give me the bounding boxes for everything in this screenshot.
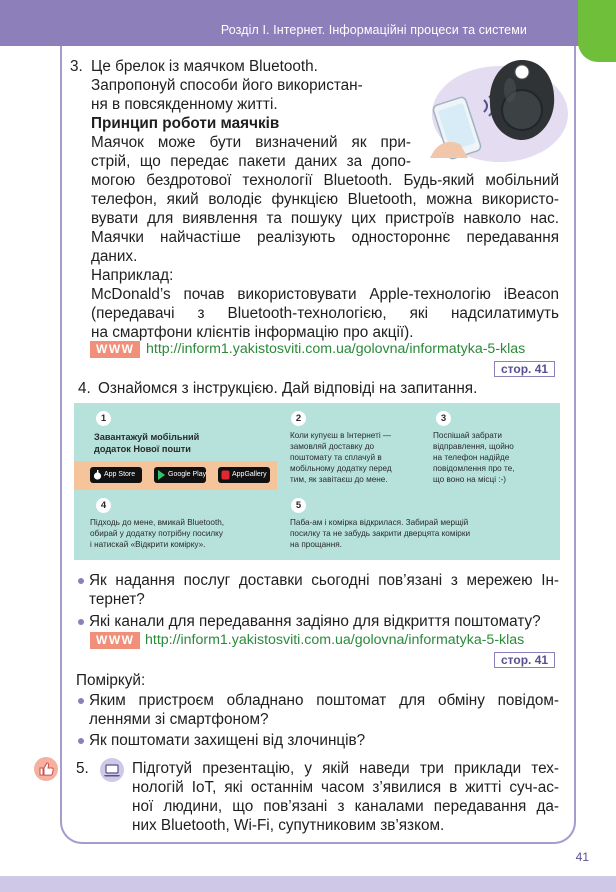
item3-body-line: Маячки найчастіше реалізують одностороннє передавання <box>91 229 559 246</box>
question-line: Які канали для передавання задіяно для відкриття поштомату? <box>89 613 541 630</box>
laptop-icon <box>100 758 124 782</box>
step-number: 4 <box>96 498 111 513</box>
think-question-line: Яким пристроєм обладнано поштомат для обміну повідом- <box>89 692 559 709</box>
example-line: (передавачі з Bluetooth-технологією, які надсилатимуть <box>91 305 559 322</box>
item3-body-line: даних. <box>91 248 138 265</box>
resource-link[interactable]: http://inform1.yakistosviti.com.ua/golovna/informatyka-5-klas <box>145 632 525 648</box>
page-number: 41 <box>575 850 589 864</box>
page-reference[interactable]: стор. 41 <box>494 652 555 668</box>
item4-text: Ознайомся з інструкцією. Дай відповіді на запитання. <box>98 380 478 397</box>
step-text: повідомлення про те, <box>433 464 515 473</box>
google-play-badge[interactable] <box>154 467 206 483</box>
think-question-line: Як поштомати захищені від злочинців? <box>89 732 366 749</box>
page-reference[interactable]: стор. 41 <box>494 361 555 377</box>
bullet <box>78 698 84 704</box>
step-number: 1 <box>96 411 111 426</box>
item3-intro-line: Запропонуй способи його використан- <box>91 77 363 94</box>
apple-icon <box>93 470 102 480</box>
step-text: замовляй доставку до <box>290 442 375 451</box>
item3-body-line: телефон, який володіє функцією Bluetooth, можна використо- <box>91 191 559 208</box>
bluetooth-tracker-image <box>422 56 568 162</box>
example-line: на смартфони клієнтів інформацію про акції). <box>91 324 414 341</box>
bullet <box>78 738 84 744</box>
step-text: поштомату та сплачуй в <box>290 453 382 462</box>
item5-line: нологій IoT, які останнім часом з’явилися в житті суч-ас- <box>132 779 559 796</box>
green-corner-tab <box>578 0 616 62</box>
bullet <box>78 619 84 625</box>
question-line: тернет? <box>89 591 145 608</box>
item5-line: них Bluetooth, Wi-Fi, супутниковим зв’язком. <box>132 817 445 834</box>
step-text: на прощання. <box>290 540 342 549</box>
footer-bar <box>0 876 616 892</box>
example-line: McDonald’s почав використовувати Apple-технологію iBeacon <box>91 286 559 303</box>
google-play-icon <box>157 470 166 480</box>
step-text: Паба-ам і комірка відкрилася. Забирай мерщій <box>290 518 469 527</box>
item5-line: Підготуй презентацію, у якій наведи три приклади тех- <box>132 760 559 777</box>
item3-body-line: стрій, що передає пакети даних за допо- <box>91 153 411 170</box>
item3-body-line: Маячок може бути визначений як при- <box>91 134 411 151</box>
www-badge: WWW <box>90 341 140 358</box>
step-text: обирай у додатку потрібну посилку <box>90 529 223 538</box>
step-number: 5 <box>291 498 306 513</box>
instruction-panel <box>74 403 560 560</box>
step-text: і натискай «Відкрити комірку». <box>90 540 206 549</box>
example-label: Наприклад: <box>91 267 174 284</box>
app-gallery-icon <box>221 470 230 480</box>
item3-body-line: могою бездротової технології Bluetooth. Будь-який мобільний <box>91 172 559 189</box>
think-question-line: леннями зі смартфоном? <box>89 711 269 728</box>
store-name: App Store <box>104 471 136 478</box>
item3-intro-line: Це брелок із маячком Bluetooth. <box>91 58 318 75</box>
step-number: 2 <box>291 411 306 426</box>
item5-number: 5. <box>76 760 89 777</box>
header-bar <box>0 0 583 46</box>
item5-line: ної людини, що пов’язані з каналами передавання да- <box>132 798 559 815</box>
step-text: додаток Нової пошти <box>94 444 191 454</box>
think-label: Поміркуй: <box>76 672 146 689</box>
thumbs-up-icon <box>34 757 58 781</box>
item3-number: 3. <box>70 58 83 75</box>
store-name: Google Play <box>168 471 207 478</box>
chapter-title: Розділ І. Інтернет. Інформаційні процеси та системи <box>220 23 527 37</box>
item4-number: 4. <box>78 380 91 397</box>
store-name: AppGallery <box>232 471 267 478</box>
www-badge: WWW <box>90 632 140 649</box>
step-text: Підходь до мене, вмикай Bluetooth, <box>90 518 225 527</box>
step-number: 3 <box>436 411 451 426</box>
item3-body-line: вувати для виявлення та пошуку цих пристроїв навколо нас. <box>91 210 559 227</box>
step-text: посилку та не забудь закрити дверцята комірки <box>290 529 471 538</box>
step-text: відправлення, щойно <box>433 442 514 451</box>
bullet <box>78 578 84 584</box>
step-text: тим, як завітаєш до мене. <box>290 475 388 484</box>
step-text: що воно на місці :-) <box>433 475 507 484</box>
step-text: мобільному додатку перед <box>290 464 392 473</box>
app-gallery-badge[interactable] <box>218 467 270 483</box>
step-text: Поспішай забрати <box>433 431 503 440</box>
resource-link[interactable]: http://inform1.yakistosviti.com.ua/golovna/informatyka-5-klas <box>146 341 526 357</box>
step-text: Коли купуєш в Інтернеті — <box>290 431 392 440</box>
app-store-badge[interactable] <box>90 467 142 483</box>
step-text: Завантажуй мобільний <box>94 432 200 442</box>
item3-heading: Принцип роботи маячків <box>91 115 280 132</box>
question-line: Як надання послуг доставки сьогодні пов’язані з мережею Ін- <box>89 572 559 589</box>
step-text: на телефон надійде <box>433 453 510 462</box>
item3-intro-line: ня в повсякденному житті. <box>91 96 278 113</box>
